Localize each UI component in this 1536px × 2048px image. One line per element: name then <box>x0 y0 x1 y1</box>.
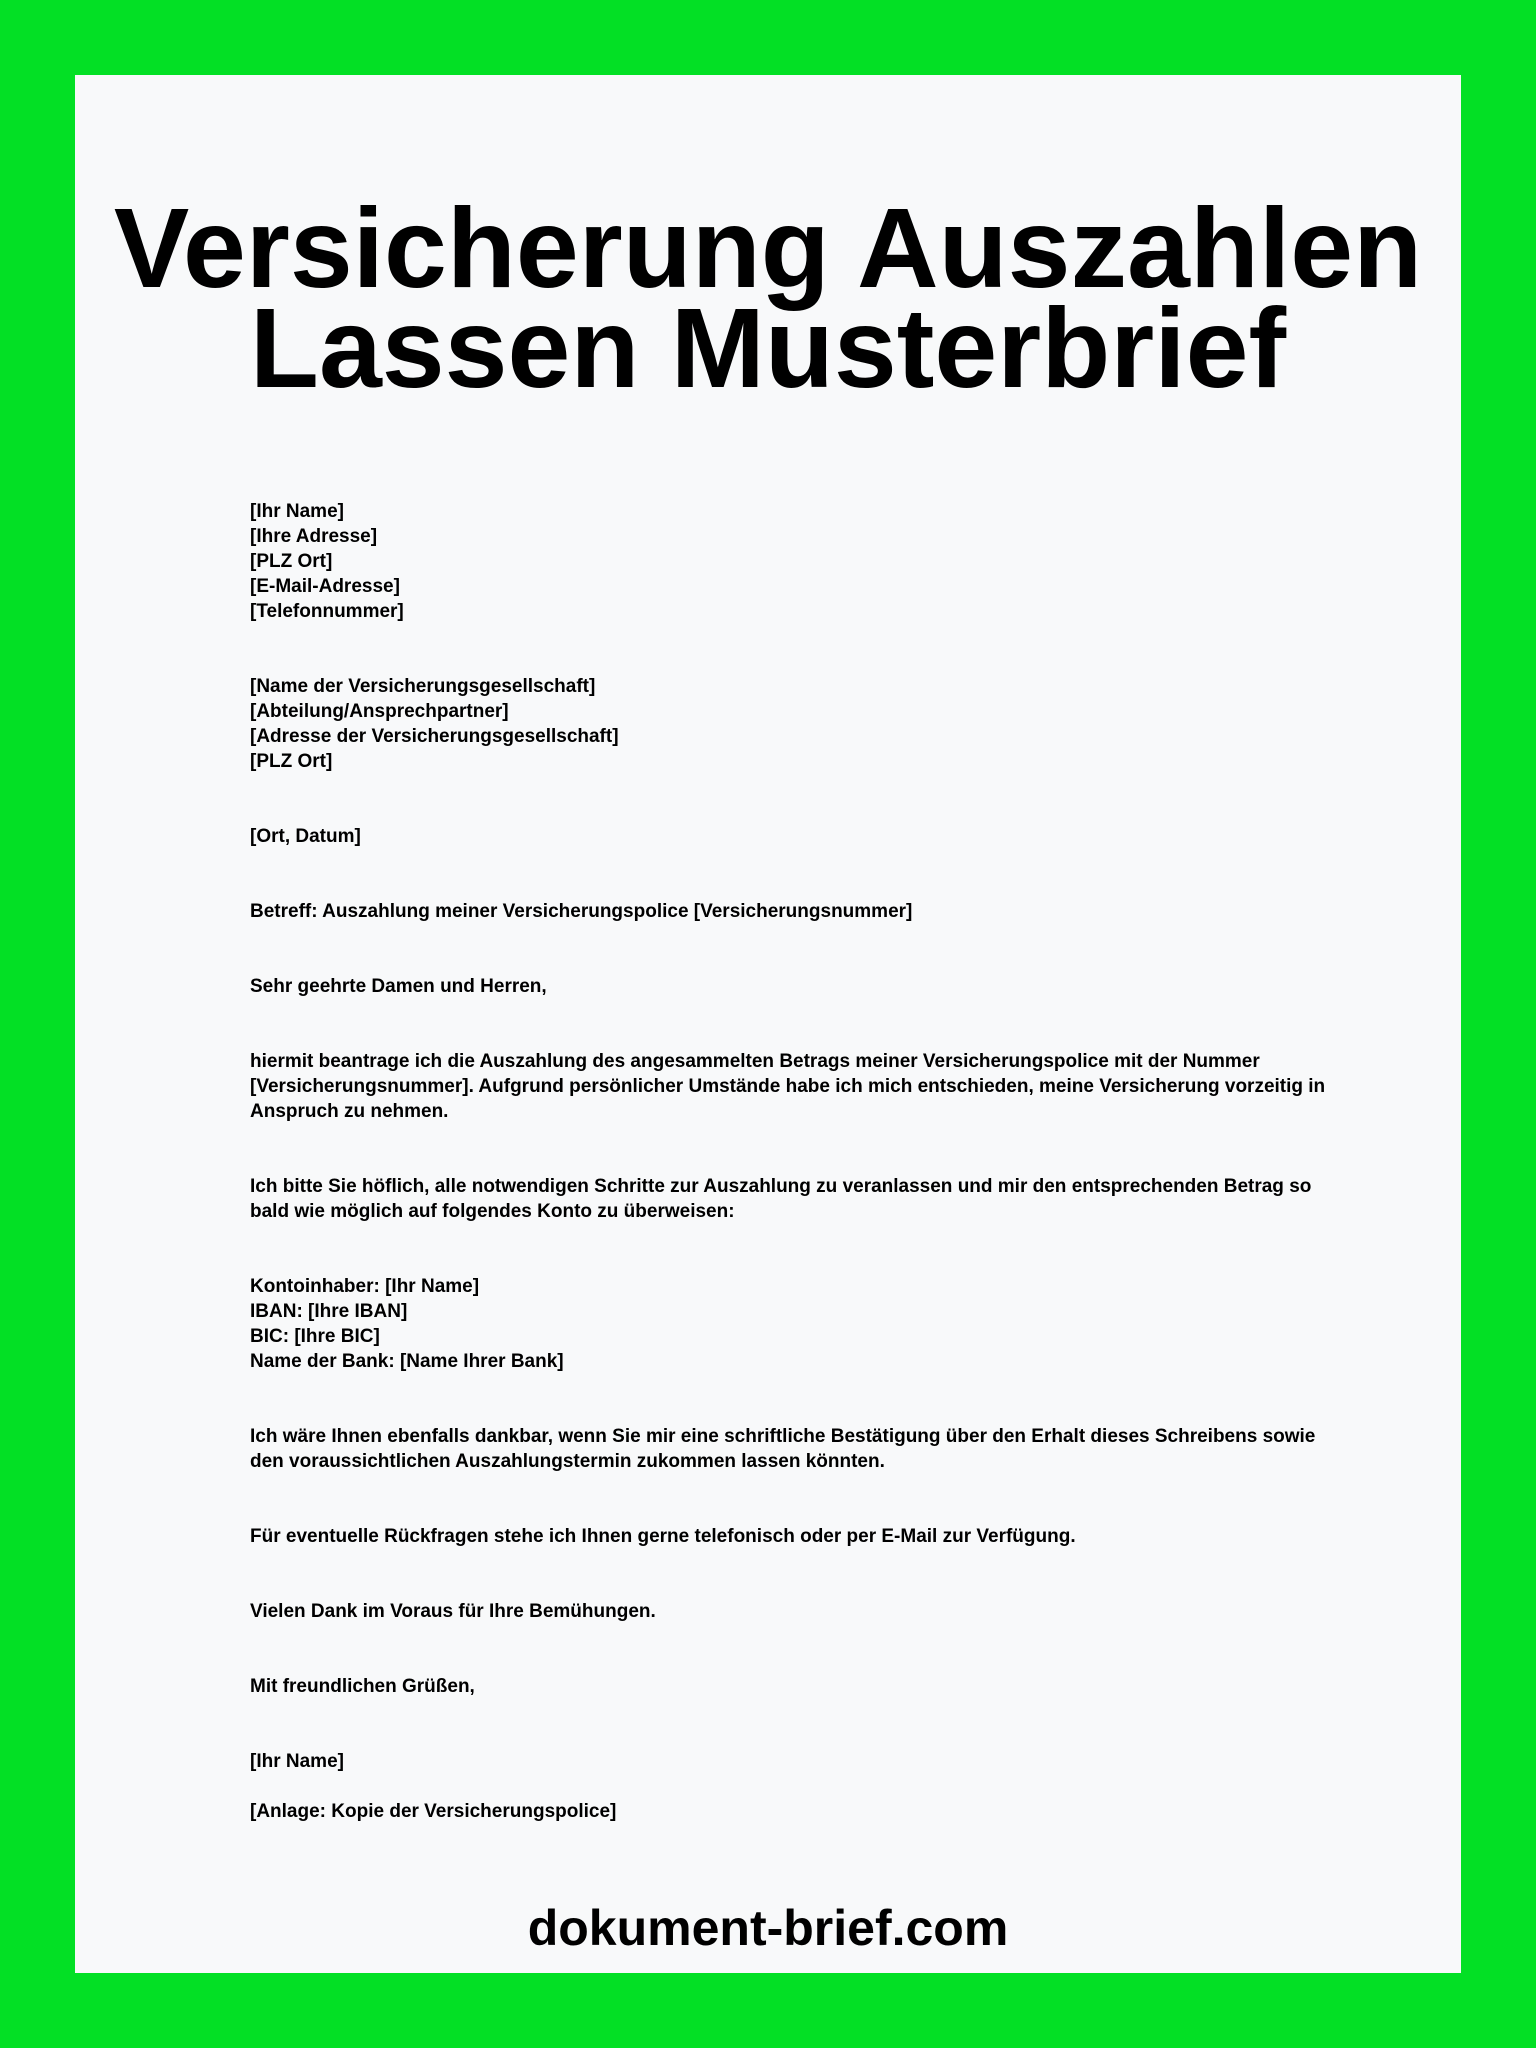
paragraph-thanks-text: Vielen Dank im Voraus für Ihre Bemühungen. <box>250 1601 656 1622</box>
subject-line <box>250 899 1330 924</box>
sender-phone: [Telefonnummer] <box>250 601 404 622</box>
paragraph-transfer <box>250 1174 1330 1224</box>
recipient-department: [Abteilung/Ansprechpartner] <box>250 701 509 722</box>
page-title <box>75 185 1461 411</box>
signature-name: [Ihr Name] <box>250 1751 344 1772</box>
bank-bic: BIC: [Ihre BIC] <box>250 1326 380 1347</box>
bank-name: Name der Bank: [Name Ihrer Bank] <box>250 1351 564 1372</box>
letter-body <box>250 499 1330 1874</box>
sender-name: [Ihr Name] <box>250 501 344 522</box>
recipient-city: [PLZ Ort] <box>250 751 333 772</box>
recipient-company: [Name der Versicherungsgesellschaft] <box>250 676 596 697</box>
paragraph-questions <box>250 1524 1330 1549</box>
paragraph-confirmation-text: Ich wäre Ihnen ebenfalls dankbar, wenn Sie mir eine schriftliche Bestätigung über den Erhalt dieses Schreibens sowie den voraussichtlichen Auszahlungstermin zukommen lassen könnten. <box>250 1426 1321 1472</box>
salutation <box>250 974 1330 999</box>
document-page <box>75 75 1461 1973</box>
attachment-text: [Anlage: Kopie der Versicherungspolice] <box>250 1801 617 1822</box>
place-date <box>250 824 1330 849</box>
paragraph-request-text: hiermit beantrage ich die Auszahlung des angesammelten Betrags meiner Versicherungspolice mit der Nummer [Versicherungsnummer]. Aufgrund persönlicher Umstände habe ich mich entschieden, meine Versicherung vorzeitig in Anspruch zu nehmen. <box>250 1051 1330 1122</box>
subject-text: Betreff: Auszahlung meiner Versicherungspolice [Versicherungsnummer] <box>250 901 913 922</box>
bank-details <box>250 1274 1330 1374</box>
attachment-note <box>250 1799 1330 1824</box>
page-title-line-1: Versicherung Auszahlen <box>113 185 1423 311</box>
sender-city: [PLZ Ort] <box>250 551 333 572</box>
bank-account-holder: Kontoinhaber: [Ihr Name] <box>250 1276 480 1297</box>
paragraph-confirmation <box>250 1424 1330 1474</box>
closing-text: Mit freundlichen Grüßen, <box>250 1676 475 1697</box>
closing <box>250 1674 1330 1699</box>
page-title-line-2: Lassen Musterbrief <box>249 285 1287 411</box>
salutation-text: Sehr geehrte Damen und Herren, <box>250 976 547 997</box>
paragraph-thanks <box>250 1599 1330 1624</box>
recipient-address <box>250 674 1330 774</box>
paragraph-transfer-text: Ich bitte Sie höflich, alle notwendigen Schritte zur Auszahlung zu veranlassen und mir den entsprechenden Betrag so bald wie möglich auf folgendes Konto zu überweisen: <box>250 1176 1317 1222</box>
sender-street: [Ihre Adresse] <box>250 526 378 547</box>
place-date-text: [Ort, Datum] <box>250 826 361 847</box>
recipient-street: [Adresse der Versicherungsgesellschaft] <box>250 726 619 747</box>
footer-website: dokument-brief.com <box>527 1900 1009 1956</box>
paragraph-questions-text: Für eventuelle Rückfragen stehe ich Ihnen gerne telefonisch oder per E-Mail zur Verfügung. <box>250 1526 1076 1547</box>
bank-iban: IBAN: [Ihre IBAN] <box>250 1301 408 1322</box>
signature <box>250 1749 1330 1774</box>
sender-email: [E-Mail-Adresse] <box>250 576 400 597</box>
sender-address <box>250 499 1330 624</box>
paragraph-request <box>250 1049 1330 1124</box>
